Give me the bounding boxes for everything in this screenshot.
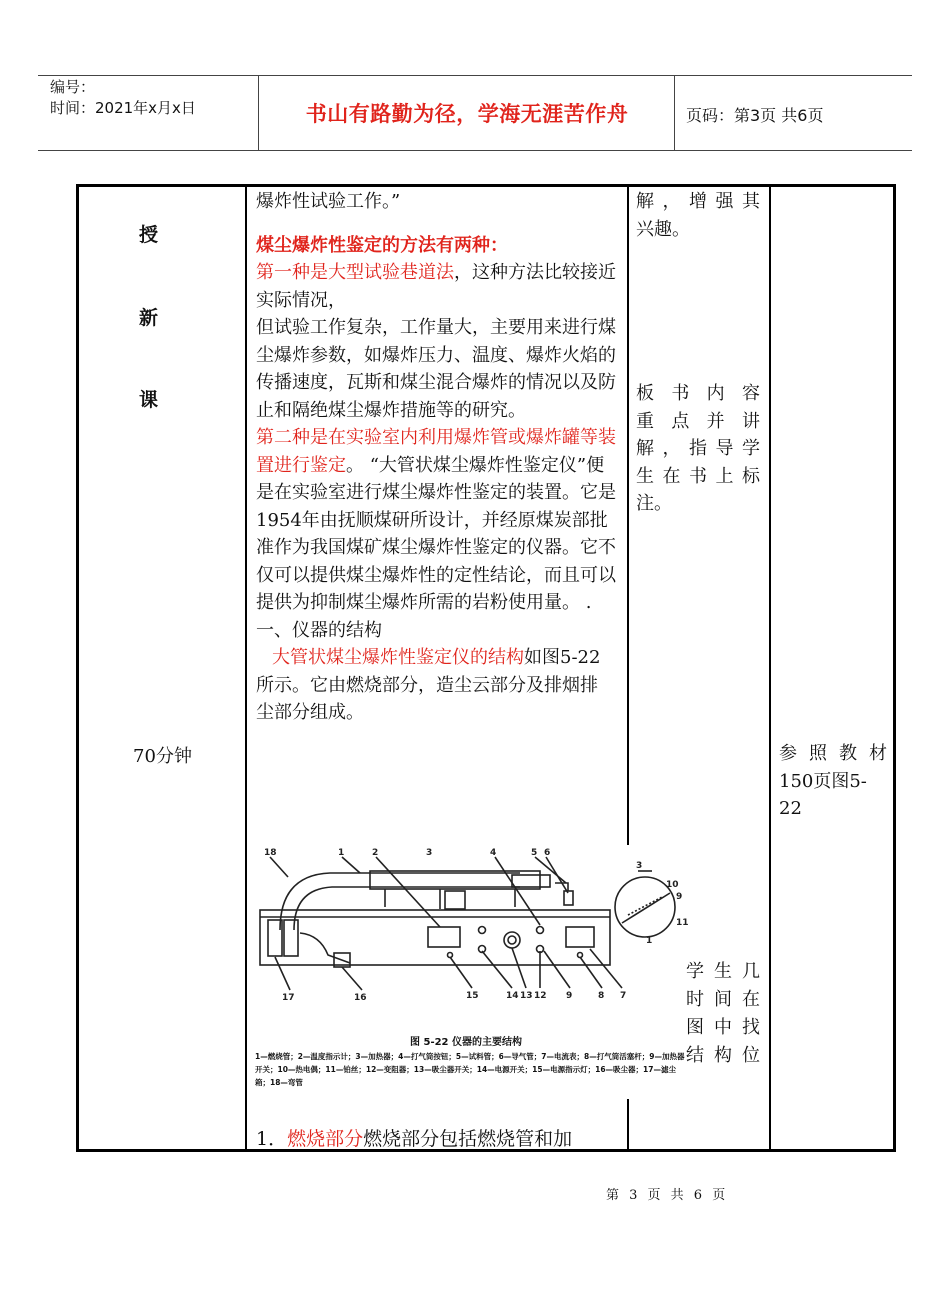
student-line-2: 时间在: [686, 989, 760, 1010]
fig-label: 3: [636, 861, 643, 871]
method-2: [256, 424, 618, 617]
header-page-info: 页码：第3页 共6页: [686, 106, 824, 125]
combustion-number: 1．: [256, 1128, 288, 1150]
methods-heading: 煤尘爆炸性鉴定的方法有两种：: [256, 234, 508, 256]
header-divider-1: [258, 75, 259, 150]
method-2-text: 。 “大管状煤尘爆炸性鉴定仪”便是在实验室进行煤尘爆炸性鉴定的装置。它是1954年由抚顺煤研所设计，并经原煤炭部批准作为我国煤矿煤尘爆炸性鉴定的仪器。它不仅可以提供煤尘爆炸性的定性结论，而且可以提供为抑制煤尘爆炸所需的岩粉使用量。 .: [256, 454, 616, 613]
fig-label: 12: [534, 991, 547, 1001]
bent-pipe-inner: [294, 887, 520, 930]
fig-label: 2: [372, 848, 379, 858]
section-char-3: 课: [138, 389, 158, 411]
method-1-detail: 但试验工作复杂，工作量大，主要用来进行煤尘爆炸参数，如爆炸压力、温度、爆炸火焰的传播速度，瓦斯和煤尘混合爆炸的情况以及防止和隔绝煤尘爆炸措施等的研究。: [256, 317, 616, 421]
main-content: [256, 188, 618, 727]
method-2-title: 第二种是在实验室内利用爆炸管或爆炸罐等装置进行鉴定: [256, 427, 616, 476]
reference-line-1: 参照教材: [779, 743, 887, 764]
student-activity-note: [686, 958, 760, 1070]
section-char-1: 授: [138, 224, 158, 246]
fig-label: 11: [676, 918, 689, 928]
student-line-4: 结构位: [686, 1045, 760, 1066]
fig-label: 9: [566, 991, 573, 1001]
fig-label: 1: [646, 936, 653, 946]
column-divider-1: [245, 187, 247, 1149]
note-2-line-2: 重点并讲: [636, 410, 760, 432]
column-divider-3: [769, 187, 771, 1149]
instrument-diagram: [250, 845, 690, 1045]
ammeter: [566, 927, 594, 947]
header-bottom-rule: [38, 150, 912, 151]
structure-title: 大管状煤尘爆炸性鉴定仪的结构: [272, 647, 524, 668]
instrument-figure: [250, 845, 690, 1099]
method-1-title: 第一种是大型试验巷道法: [256, 262, 454, 283]
combustion-section-line: [256, 1124, 572, 1151]
fig-label: 7: [620, 991, 627, 1001]
header-top-rule: [38, 75, 912, 76]
note-1-line-1: 解，增强其: [636, 191, 760, 212]
fig-label: 17: [282, 993, 295, 1003]
figure-legend: 1—燃烧管；2—温度指示计；3—加热器；4—打气筒按钮；5—试料管；6—导气管；7—电流表；8—打气筒活塞杆；9—加热器开关；10—热电偶；11—铂丝；12—变阻器；13—吸尘器开关；14—电源开关；15—电源指示灯；16—吸尘器；17—滤尘箱；18—弯管: [255, 1052, 685, 1087]
page-footer: 第 3 页 共 6 页: [606, 1188, 729, 1203]
fig-label: 3: [426, 848, 433, 858]
header-number-label: 编号：: [50, 78, 96, 96]
fig-label: 15: [466, 991, 479, 1001]
figure-title: 图 5-22 仪器的主要结构: [410, 1037, 522, 1048]
header-motto: 书山有路勤为径，学海无涯苦作舟: [305, 102, 629, 126]
tube-end: [512, 875, 550, 887]
header-meta: [50, 77, 196, 119]
temperature-gauge: [428, 927, 460, 947]
note-2-line-1: 板书内容: [636, 383, 760, 404]
spacer: [256, 216, 618, 232]
fig-label: 9: [676, 892, 683, 902]
combustion-title: 燃烧部分: [287, 1128, 364, 1150]
fig-label: 16: [354, 993, 367, 1003]
method-1: [256, 259, 618, 314]
sample-tube: [564, 891, 573, 905]
reference-line-3: 22: [779, 798, 802, 819]
teaching-note-2: [636, 380, 760, 518]
note-2-line-4: 生在书上标: [636, 465, 760, 487]
teaching-note-1: [636, 188, 760, 243]
paragraph-intro: 爆炸性试验工作。”: [256, 191, 401, 212]
fig-label: 4: [490, 848, 497, 858]
fig-label: 8: [598, 991, 605, 1001]
rheostat-knob: [504, 932, 520, 948]
note-2-line-3: 解，指导学: [636, 438, 760, 459]
student-line-3: 图中找: [686, 1017, 760, 1038]
student-line-1: 学生几: [686, 961, 760, 982]
structure-tail: 尘部分组成。: [256, 702, 364, 723]
fig-label: 14: [506, 991, 519, 1001]
section-char-2: 新: [138, 307, 158, 329]
reference-line-2: 150页图5-: [779, 770, 867, 792]
fig-label: 6: [544, 848, 551, 858]
fig-label: 5: [531, 848, 538, 858]
reference-note: [779, 740, 889, 823]
fig-label: 1: [338, 848, 345, 858]
heater-block: [445, 891, 465, 909]
combustion-text: 燃烧部分包括燃烧管和加: [363, 1128, 573, 1150]
header-time-label: 时间：2021年x月x日: [50, 99, 196, 117]
section-duration: 70分钟: [133, 746, 192, 767]
method-1-text: ，这种方法比较接近实际情况，: [256, 262, 616, 311]
subheading-structure: 一、仪器的结构: [256, 619, 382, 641]
header-divider-2: [674, 75, 675, 150]
bent-pipe: [280, 873, 520, 930]
fig-label: 13: [520, 991, 533, 1001]
note-1-line-2: 兴趣。: [636, 218, 690, 240]
fig-label: 18: [264, 848, 277, 858]
structure-text: 如图5-22所示。它由燃烧部分，造尘云部分及排烟排: [256, 647, 601, 696]
note-2-line-5: 注。: [636, 493, 672, 514]
fig-label: 10: [666, 880, 679, 890]
structure-paragraph: [256, 644, 618, 699]
